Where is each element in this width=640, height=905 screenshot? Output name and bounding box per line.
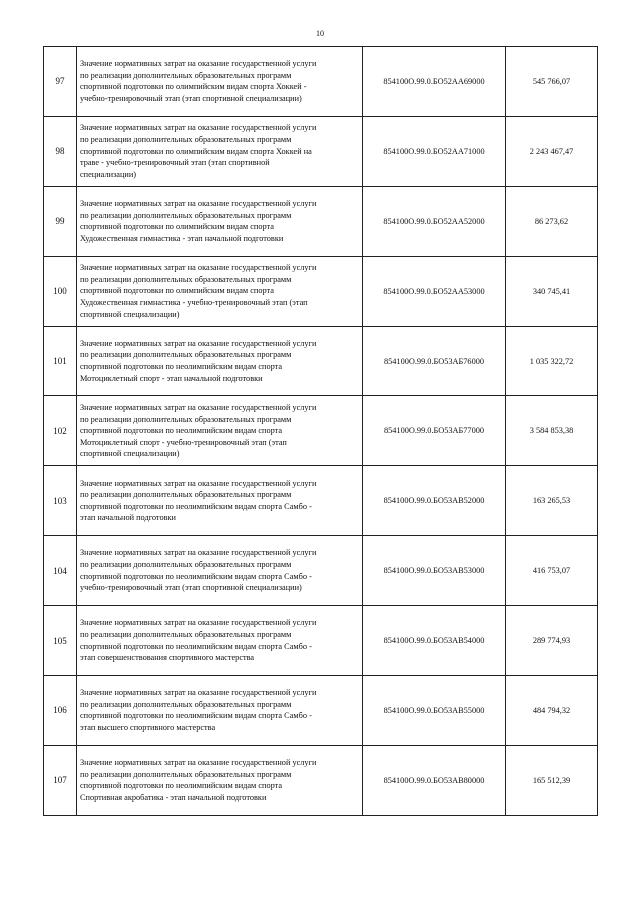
service-description (77, 47, 363, 117)
description-line: этап начальной подготовки (80, 513, 176, 523)
registry-code: 854100О.99.0.БО53АВ53000 (363, 536, 506, 606)
registry-code: 854100О.99.0.БО52АА71000 (363, 116, 506, 186)
description-line: спортивной подготовки по неолимпийским видам спорта (80, 781, 283, 791)
description-line: Мотоциклетный спорт - этап начальной подготовки (80, 373, 263, 383)
table-row (44, 396, 598, 466)
registry-code: 854100О.99.0.БО53АБ76000 (363, 326, 506, 396)
cost-amount: 163 265,53 (506, 466, 598, 536)
registry-code: 854100О.99.0.БО53АВ55000 (363, 676, 506, 746)
table-body (44, 47, 598, 816)
cost-amount: 416 753,07 (506, 536, 598, 606)
table-row (44, 186, 598, 256)
cost-amount: 2 243 467,47 (506, 116, 598, 186)
service-description (77, 676, 363, 746)
cost-amount: 3 584 853,38 (506, 396, 598, 466)
row-number: 100 (44, 256, 77, 326)
description-line: спортивной специализации) (80, 309, 180, 319)
table-row (44, 116, 598, 186)
registry-code: 854100О.99.0.БО53АБ77000 (363, 396, 506, 466)
description-line: учебно-тренировочный этап (этап спортивной специализации) (80, 94, 302, 104)
description-line: траве - учебно-тренировочный этап (этап спортивной (80, 158, 270, 168)
row-number: 101 (44, 326, 77, 396)
description-line: по реализации дополнительных образовательных программ (80, 350, 292, 360)
description-line: спортивной подготовки по неолимпийским видам спорта (80, 426, 283, 436)
description-line: по реализации дополнительных образовательных программ (80, 134, 292, 144)
registry-code: 854100О.99.0.БО53АВ54000 (363, 606, 506, 676)
service-description (77, 466, 363, 536)
registry-code: 854100О.99.0.БО52АА53000 (363, 256, 506, 326)
description-line: Художественная гимнастика - учебно-тренировочный этап (этап (80, 297, 308, 307)
service-description (77, 606, 363, 676)
description-line: по реализации дополнительных образовательных программ (80, 629, 292, 639)
table-row (44, 745, 598, 815)
cost-amount: 340 745,41 (506, 256, 598, 326)
description-line: Значение нормативных затрат на оказание государственной услуги (80, 758, 317, 768)
table-row (44, 47, 598, 117)
service-description (77, 256, 363, 326)
description-line: спортивной специализации) (80, 449, 180, 459)
cost-amount: 545 766,07 (506, 47, 598, 117)
row-number: 105 (44, 606, 77, 676)
description-line: спортивной подготовки по неолимпийским видам спорта Самбо - (80, 711, 312, 721)
description-line: этап высшего спортивного мастерства (80, 723, 216, 733)
description-line: этап совершенствования спортивного мастерства (80, 653, 255, 663)
normative-costs-table (43, 46, 598, 816)
description-line: Значение нормативных затрат на оказание государственной услуги (80, 199, 317, 209)
service-description (77, 536, 363, 606)
description-line: спортивной подготовки по олимпийским видам спорта Хоккей на (80, 146, 312, 156)
service-description (77, 326, 363, 396)
row-number: 106 (44, 676, 77, 746)
description-line: спортивной подготовки по неолимпийским видам спорта Самбо - (80, 571, 312, 581)
row-number: 107 (44, 745, 77, 815)
row-number: 102 (44, 396, 77, 466)
description-line: спортивной подготовки по олимпийским видам спорта (80, 286, 274, 296)
description-line: Значение нормативных затрат на оказание государственной услуги (80, 123, 317, 133)
service-description (77, 186, 363, 256)
table-row (44, 466, 598, 536)
description-line: по реализации дополнительных образовательных программ (80, 699, 292, 709)
description-line: Мотоциклетный спорт - учебно-тренировочный этап (этап (80, 437, 287, 447)
description-line: Значение нормативных затрат на оказание государственной услуги (80, 478, 317, 488)
description-line: по реализации дополнительных образовательных программ (80, 210, 292, 220)
service-description (77, 396, 363, 466)
description-line: по реализации дополнительных образовательных программ (80, 414, 292, 424)
table-row (44, 326, 598, 396)
row-number: 97 (44, 47, 77, 117)
description-line: спортивной подготовки по неолимпийским видам спорта Самбо - (80, 641, 312, 651)
registry-code: 854100О.99.0.БО53АВ52000 (363, 466, 506, 536)
description-line: по реализации дополнительных образовательных программ (80, 769, 292, 779)
cost-amount: 86 273,62 (506, 186, 598, 256)
description-line: Значение нормативных затрат на оказание государственной услуги (80, 263, 317, 273)
description-line: по реализации дополнительных образовательных программ (80, 70, 292, 80)
description-line: по реализации дополнительных образовательных программ (80, 490, 292, 500)
description-line: Значение нормативных затрат на оказание государственной услуги (80, 548, 317, 558)
description-line: спортивной подготовки по олимпийским видам спорта Хоккей - (80, 82, 307, 92)
row-number: 104 (44, 536, 77, 606)
page-number: 10 (316, 29, 324, 38)
cost-amount: 484 794,32 (506, 676, 598, 746)
row-number: 99 (44, 186, 77, 256)
description-line: по реализации дополнительных образовательных программ (80, 274, 292, 284)
description-line: Значение нормативных затрат на оказание государственной услуги (80, 688, 317, 698)
row-number: 103 (44, 466, 77, 536)
description-line: спортивной подготовки по олимпийским видам спорта (80, 222, 274, 232)
description-line: специализации) (80, 169, 137, 179)
registry-code: 854100О.99.0.БО53АВ80000 (363, 745, 506, 815)
description-line: учебно-тренировочный этап (этап спортивной специализации) (80, 583, 302, 593)
cost-amount: 1 035 322,72 (506, 326, 598, 396)
description-line: спортивной подготовки по неолимпийским видам спорта Самбо - (80, 501, 312, 511)
cost-amount: 289 774,93 (506, 606, 598, 676)
description-line: Значение нормативных затрат на оказание государственной услуги (80, 338, 317, 348)
service-description (77, 116, 363, 186)
description-line: по реализации дополнительных образовательных программ (80, 560, 292, 570)
description-line: Значение нормативных затрат на оказание государственной услуги (80, 402, 317, 412)
description-line: спортивной подготовки по неолимпийским видам спорта (80, 362, 283, 371)
table-row (44, 606, 598, 676)
description-line: Значение нормативных затрат на оказание государственной услуги (80, 618, 317, 628)
cost-amount: 165 512,39 (506, 745, 598, 815)
table-row (44, 256, 598, 326)
table-row (44, 536, 598, 606)
service-description (77, 745, 363, 815)
description-line: Художественная гимнастика - этап начальной подготовки (80, 233, 284, 243)
table-row (44, 676, 598, 746)
registry-code: 854100О.99.0.БО52АА69000 (363, 47, 506, 117)
registry-code: 854100О.99.0.БО52АА52000 (363, 186, 506, 256)
description-line: Значение нормативных затрат на оказание государственной услуги (80, 59, 317, 69)
row-number: 98 (44, 116, 77, 186)
description-line: Спортивная акробатика - этап начальной подготовки (80, 792, 267, 802)
